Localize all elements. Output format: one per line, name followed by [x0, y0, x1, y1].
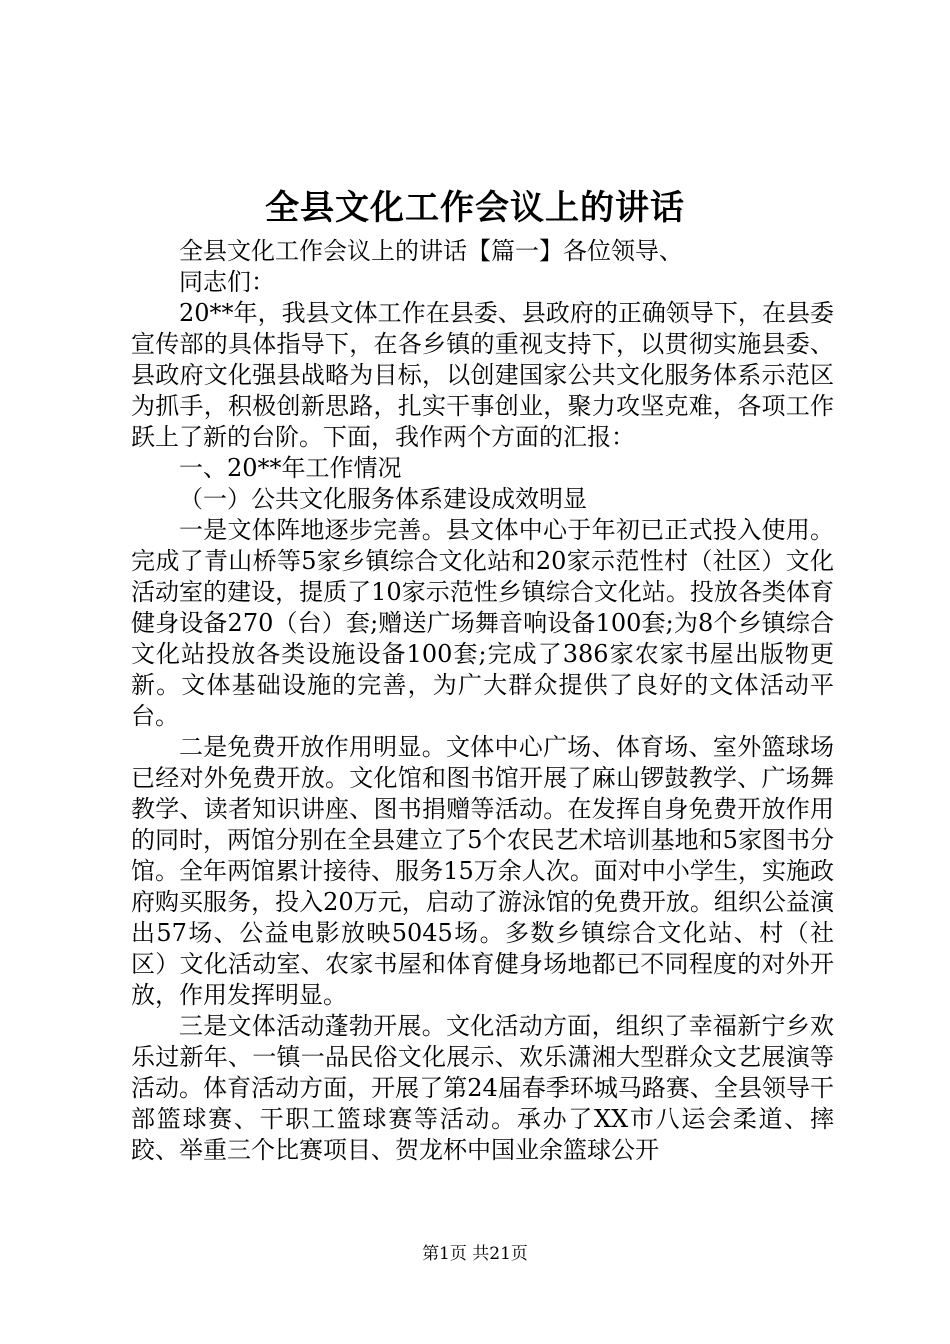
page-footer: 第1页 共21页 — [422, 1244, 528, 1264]
paragraph-greeting: 全县文化工作会议上的讲话【篇一】各位领导、 — [179, 237, 683, 265]
document-title: 全县文化工作会议上的讲话 — [265, 188, 685, 228]
section-heading: 一、20**年工作情况 — [179, 454, 402, 482]
subsection-heading: （一）公共文化服务体系建设成效明显 — [179, 485, 587, 513]
paragraph-salutation: 同志们： — [179, 268, 275, 296]
paragraph-intro: 20**年，我县文体工作在县委、县政府的正确领导下，在县委宣传部的具体指导下，在各乡镇的重视支持下，以贯彻实施县委、县政府文化强县战略为目标，以创建国家公共文化服务体系示范区为抓手，积极创新思路，扎实干事创业，聚力攻坚克难，各项工作跃上了新的台阶。下面，我作两个方面的汇报： — [131, 299, 834, 451]
paragraph-free-access: 二是免费开放作用明显。文体中心广场、体育场、室外篮球场已经对外免费开放。文化馆和图书馆开展了麻山锣鼓教学、广场舞教学、读者知识讲座、图书捐赠等活动。在发挥自身免费开放作用的同时，两馆分别在全县建立了5个农民艺术培训基地和5家图书分馆。全年两馆累计接待、服务15万余人次。面对中小学生，实施政府购买服务，投入20万元，启动了游泳馆的免费开放。组织公益演出57场、公益电影放映5045场。多数乡镇综合文化站、村（社区）文化活动室、农家书屋和体育健身场地都已不同程度的对外开放，作用发挥明显。 — [131, 733, 834, 1009]
document-body — [131, 236, 834, 1166]
paragraph-activities: 三是文体活动蓬勃开展。文化活动方面，组织了幸福新宁乡欢乐过新年、一镇一品民俗文化展示、欢乐潇湘大型群众文艺展演等活动。体育活动方面，开展了第24届春季环城马路赛、全县领导干部篮球赛、干职工篮球赛等活动。承办了XX市八运会柔道、摔跤、举重三个比赛项目、贺龙杯中国业余篮球公开 — [131, 1012, 834, 1164]
paragraph-facilities: 一是文体阵地逐步完善。县文体中心于年初已正式投入使用。完成了青山桥等5家乡镇综合文化站和20家示范性村（社区）文化活动室的建设，提质了10家示范性乡镇综合文化站。投放各类体育健身设备270（台）套;赠送广场舞音响设备100套;为8个乡镇综合文化站投放各类设施设备100套;完成了386家农家书屋出版物更新。文体基础设施的完善，为广大群众提供了良好的文体活动平台。 — [131, 516, 834, 730]
